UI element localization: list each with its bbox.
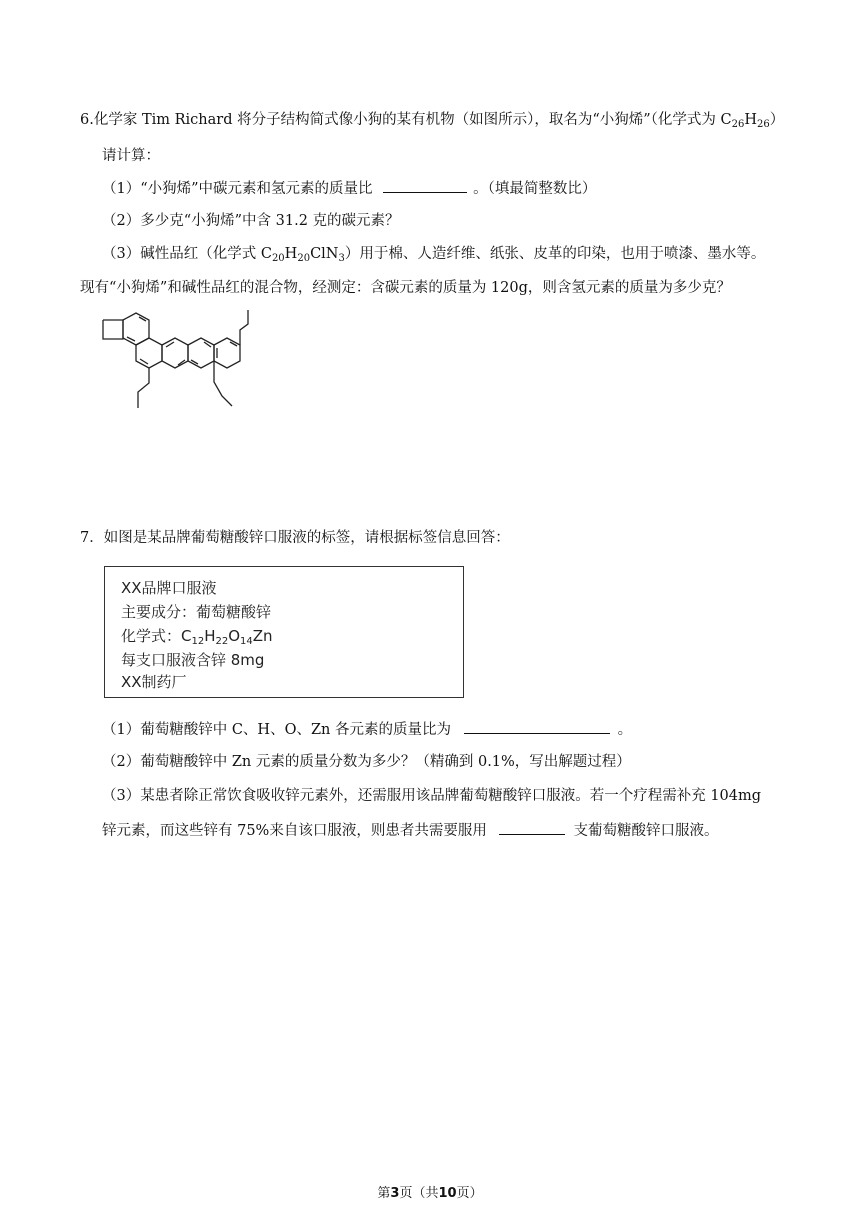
label-sub: 14 [240, 636, 253, 647]
label-manufacturer: XX制药厂 [121, 673, 187, 691]
dog-molecule-diagram [98, 310, 278, 414]
q6-sub: 26 [757, 119, 770, 130]
page-number: 3 [390, 1186, 400, 1201]
q6-sub: 20 [271, 253, 285, 264]
q6-intro-end: ） [769, 112, 785, 128]
q6-number: 6. [80, 112, 94, 128]
footer-post: 页） [456, 1186, 483, 1201]
answer-blank[interactable] [383, 178, 467, 193]
q6-sub: 26 [731, 119, 745, 130]
footer-mid: 页（共 [399, 1186, 439, 1201]
q6-formula-h: H [744, 112, 758, 128]
label-brand: XX品牌口服液 [121, 579, 217, 597]
footer-pre: 第 [377, 1186, 391, 1201]
label-formula-prefix: 化学式：C [121, 627, 192, 645]
q6-part3-line2: 现有“小狗烯”和碱性品红的混合物，经测定：含碳元素的质量为 120g，则含氢元素的质量为多少克？ [80, 280, 731, 296]
q6-formula-cln: ClN [310, 246, 339, 262]
answer-blank[interactable] [464, 719, 610, 734]
q7-part1 [102, 719, 632, 740]
page-footer [0, 1182, 860, 1201]
label-sub: 12 [191, 636, 205, 647]
q6-formula-h: H [284, 246, 298, 262]
answer-blank[interactable] [499, 820, 565, 835]
label-formula-o: O [228, 627, 241, 645]
label-ingredient: 主要成分：葡萄糖酸锌 [121, 603, 272, 621]
q6-part1-end: 。（填最简整数比） [473, 181, 597, 197]
q7-part3-text-b: 支葡萄糖酸锌口服液。 [573, 823, 719, 839]
q6-part3 [102, 244, 765, 264]
q7-part2: （2）葡萄糖酸锌中 Zn 元素的质量分数为多少？（精确到 0.1%，写出解题过程） [102, 754, 631, 770]
q6-sub: 20 [297, 253, 311, 264]
q6-intro-line2: 请计算： [102, 148, 160, 164]
q6-intro [80, 110, 784, 130]
q6-part3-text-b: ）用于棉、人造纤维、纸张、皮革的印染，也用于喷漆、墨水等。 [344, 246, 766, 262]
label-formula-zn: Zn [252, 627, 273, 645]
page-total: 10 [438, 1186, 457, 1201]
q6-part2: （2）多少克“小狗烯”中含 31.2 克的碳元素？ [102, 213, 400, 229]
product-label-image [104, 566, 464, 698]
q7-intro-text: 如图是某品牌葡萄糖酸锌口服液的标签，请根据标签信息回答： [103, 530, 510, 546]
q7-intro [80, 528, 510, 548]
q7-part3-text-a: 锌元素，而这些锌有 75%来自该口服液，则患者共需要服用 [102, 823, 487, 839]
q7-part3-line2 [102, 820, 718, 841]
q6-intro-text: 化学家 Tim Richard 将分子结构简式像小狗的某有机物（如图所示），取名为“小狗烯”（化学式为 C [93, 112, 732, 128]
q6-part1 [102, 178, 596, 199]
label-sub: 22 [215, 636, 229, 647]
label-formula-h: H [204, 627, 216, 645]
q6-part3-text: （3）碱性品红（化学式 C [102, 246, 272, 262]
q6-sub: 3 [338, 253, 345, 264]
label-formula [121, 625, 273, 646]
q7-part1-text: （1）葡萄糖酸锌中 C、H、O、Zn 各元素的质量比为 [102, 722, 451, 738]
q7-number: 7． [80, 530, 104, 546]
q7-part3-line1: （3）某患者除正常饮食吸收锌元素外，还需服用该品牌葡萄糖酸锌口服液。若一个疗程需补充 104mg [102, 788, 762, 804]
q6-part1-text: （1）“小狗烯”中碳元素和氢元素的质量比 [102, 181, 373, 197]
q7-part1-end: 。 [617, 722, 633, 738]
label-zinc-content: 每支口服液含锌 8mg [121, 651, 265, 669]
